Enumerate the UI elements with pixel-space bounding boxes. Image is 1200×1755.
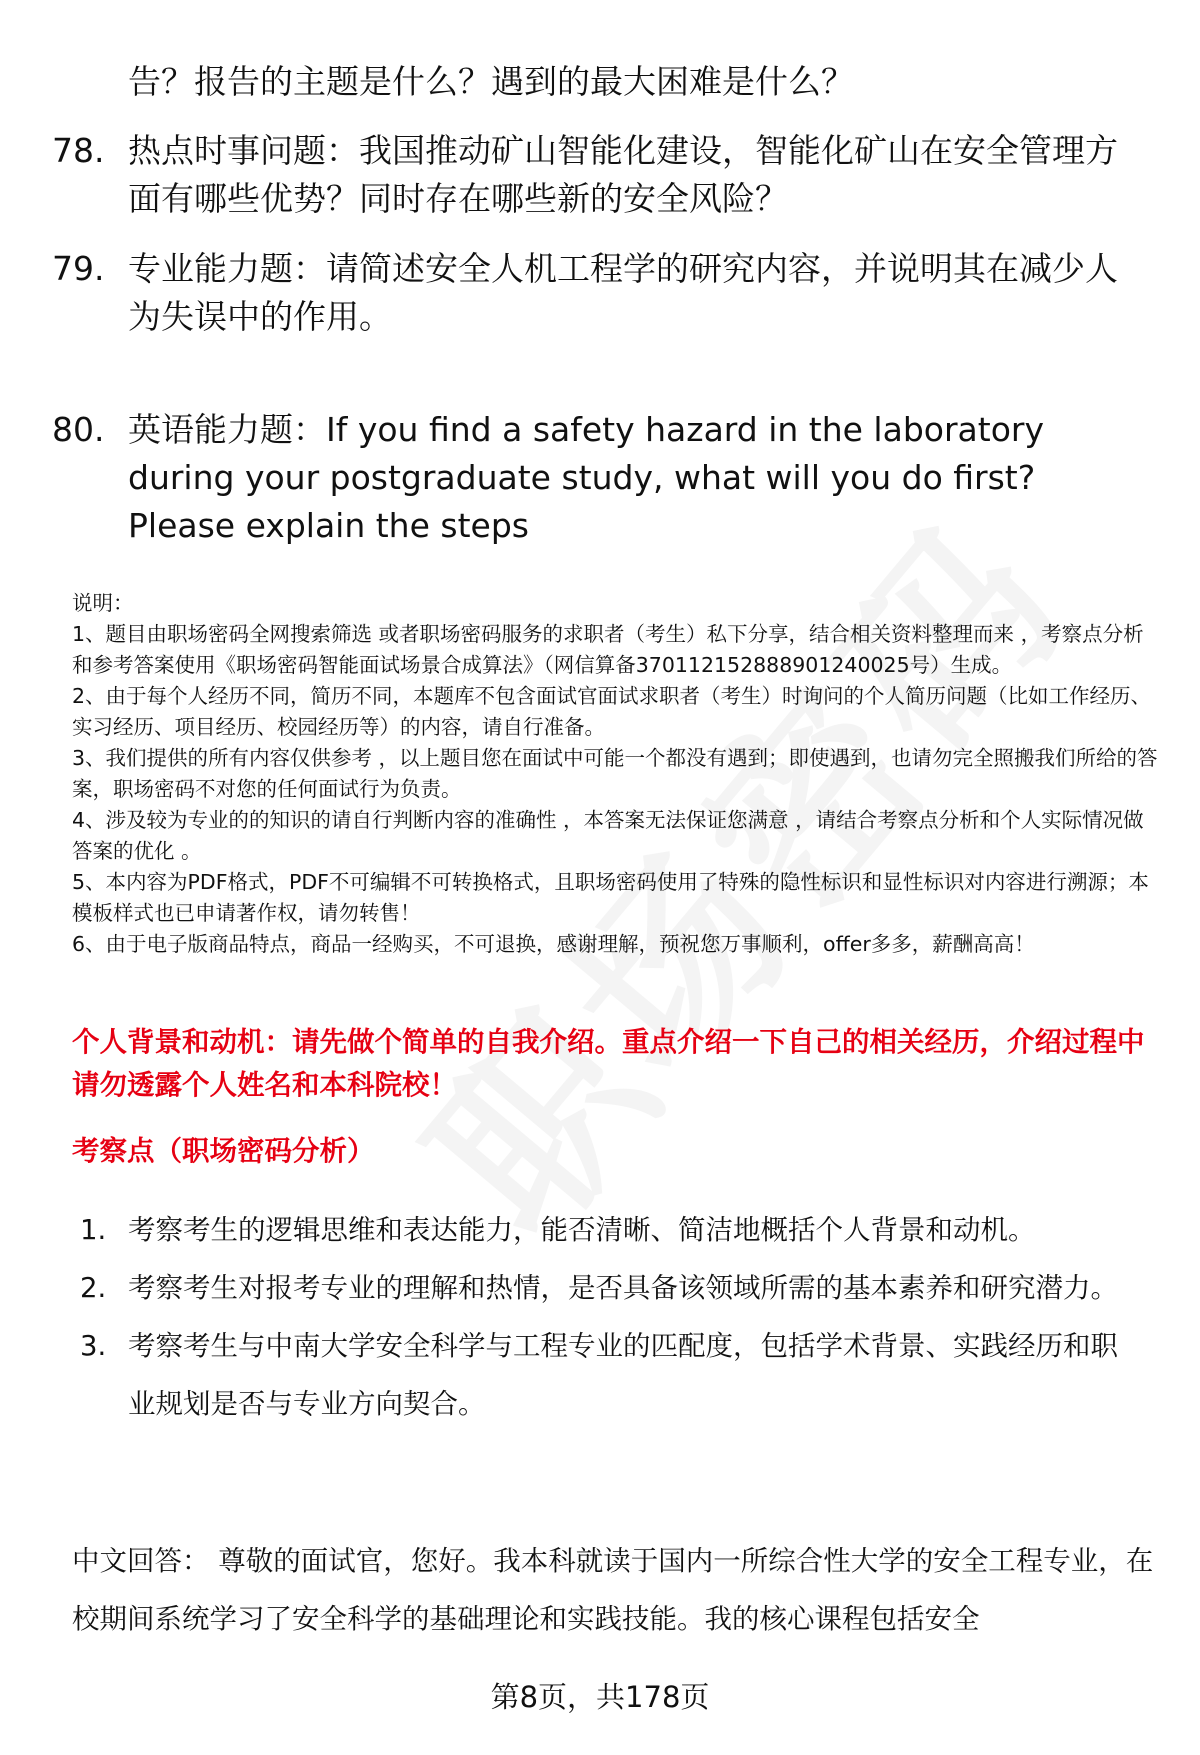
list-item-text: 考察考生与中南大学安全科学与工程专业的匹配度，包括学术背景、实践经历和职业规划是否与专业方向契合。 xyxy=(128,1330,1118,1420)
question-text: 热点时事问题：我国推动矿山智能化建设，智能化矿山在安全管理方面有哪些优势？同时存在哪些新的安全风险？ xyxy=(128,131,1118,218)
list-item-number: 3. xyxy=(80,1330,107,1362)
question-77-continuation: 告？报告的主题是什么？遇到的最大困难是什么？ xyxy=(128,62,854,101)
assessment-points xyxy=(80,1201,1160,1433)
chinese-answer xyxy=(72,1532,1162,1648)
note-item: 5、本内容为PDF格式，PDF不可编辑不可转换格式，且职场密码使用了特殊的隐性标识和显性标识对内容进行溯源；本模板样式也已申请著作权，请勿转售！ xyxy=(72,870,1149,925)
list-item xyxy=(80,1259,1160,1317)
list-item xyxy=(80,1201,1160,1259)
question-text: 专业能力题：请简述安全人机工程学的研究内容，并说明其在减少人为失误中的作用。 xyxy=(128,249,1118,336)
list-item-number: 1. xyxy=(80,1214,107,1246)
question-79 xyxy=(52,245,1152,341)
question-text: 英语能力题：If you find a safety hazard in the laboratory during your postgraduate study, what will you do first? Please explain the steps xyxy=(128,410,1044,545)
list-item-text: 考察考生对报考专业的理解和热情，是否具备该领域所需的基本素养和研究潜力。 xyxy=(128,1272,1118,1304)
notes-heading: 说明： xyxy=(72,591,134,615)
question-number: 78. xyxy=(52,131,105,170)
list-item-text: 考察考生的逻辑思维和表达能力，能否清晰、简洁地概括个人背景和动机。 xyxy=(128,1214,1036,1246)
question-number: 79. xyxy=(52,249,105,288)
notes-section xyxy=(72,588,1162,960)
question-78 xyxy=(52,127,1152,223)
note-item: 1、题目由职场密码全网搜索筛选 或者职场密码服务的求职者（考生）私下分享，结合相关资料整理而来 ，考察点分析和参考答案使用《职场密码智能面试场景合成算法》（网信算备370112152888901240025号）生成。 xyxy=(72,622,1144,677)
section-title: 个人背景和动机：请先做个简单的自我介绍。重点介绍一下自己的相关经历，介绍过程中请勿透露个人姓名和本科院校！ xyxy=(72,1026,1145,1101)
answer-label: 中文回答： xyxy=(72,1545,210,1577)
note-item: 2、由于每个人经历不同，简历不同，本题库不包含面试官面试求职者（考生）时询问的个人简历问题（比如工作经历、实习经历、项目经历、校园经历等）的内容，请自行准备。 xyxy=(72,684,1152,739)
list-item xyxy=(80,1317,1160,1433)
page-number: 第8页，共178页 xyxy=(490,1680,710,1714)
list-item-number: 2. xyxy=(80,1272,107,1304)
question-80 xyxy=(52,406,1152,550)
question-number: 80. xyxy=(52,410,105,449)
note-item: 6、由于电子版商品特点，商品一经购买，不可退换，感谢理解，预祝您万事顺利，offer多多，薪酬高高！ xyxy=(72,932,1035,956)
note-item: 4、涉及较为专业的的知识的请自行判断内容的准确性 ，本答案无法保证您满意 ，请结合考察点分析和个人实际情况做答案的优化 。 xyxy=(72,808,1144,863)
section-subtitle: 考察点（职场密码分析） xyxy=(72,1135,375,1167)
answer-text: 尊敬的面试官，您好。我本科就读于国内一所综合性大学的安全工程专业，在校期间系统学习了安全科学的基础理论和实践技能。我的核心课程包括安全 xyxy=(72,1545,1154,1635)
note-item: 3、我们提供的所有内容仅供参考 ，以上题目您在面试中可能一个都没有遇到；即使遇到，也请勿完全照搬我们所给的答案，职场密码不对您的任何面试行为负责。 xyxy=(72,746,1158,801)
